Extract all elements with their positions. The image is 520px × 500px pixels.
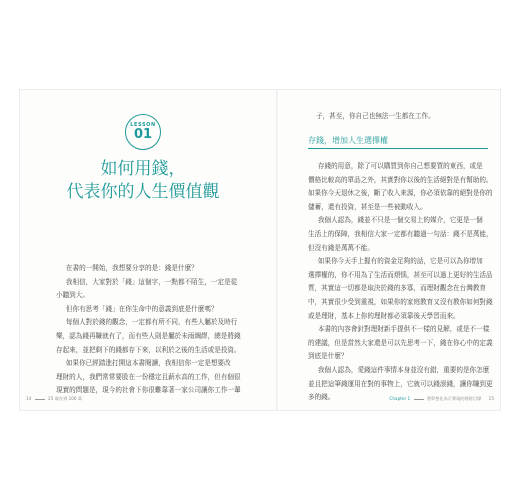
- text-line: 如果你今天手上握有的資金足夠的話，它是可以為你增加: [317, 257, 483, 266]
- text-line: 選擇權的，你不用為了生活而煩惱，甚至可以過上更好的生活品: [308, 270, 493, 279]
- left-body-text: [56, 262, 266, 398]
- text-line: 本書的內容會針對理財新手提供不一樣的見解，或是不一樣: [317, 325, 490, 334]
- right-body-text: [308, 160, 498, 405]
- text-line: 如果你已經踏進打開這本書閱讀，我相信你一定是想要改: [65, 359, 231, 368]
- lesson-number: 01: [133, 127, 153, 142]
- text-line: 價格比較高的單品之外，其實對你以後的生活絕對是有幫助的。: [308, 175, 493, 184]
- right-running-head-chapter: Chapter 1: [389, 396, 411, 401]
- right-page-number: 15: [488, 396, 494, 401]
- text-line: 但你有思考「錢」在你生命中的意義到底是什麼嗎？: [65, 304, 218, 313]
- chapter-title-line: 代表你的人生價值觀: [66, 182, 220, 202]
- text-line: 中，其實很少受到重視，如果你的家庭教育又沒有教你如何對錢: [308, 297, 493, 306]
- right-page: [278, 90, 500, 410]
- text-line: 生活上的保障，我相信大家一定都有聽過一句話：錢不是萬能，: [308, 229, 493, 238]
- text-line: 在書的一開始，我想要分享的是：錢是什麼？: [65, 264, 198, 272]
- footer-rule: [414, 399, 424, 400]
- text-line: 的建議，但是當然大家還是可以先思考一下，錢在你心中的定義: [308, 338, 493, 347]
- section-heading: 存錢，增加人生選擇權: [308, 136, 388, 145]
- lesson-badge: [125, 114, 161, 150]
- text-line: 每個人對於錢的觀念，一定都有所不同，有些人屬於及時行: [65, 318, 238, 327]
- book-spread: [20, 90, 500, 410]
- text-line: 存起來，並把剩下的錢都存下來，以利於之後的生活或是投資。: [56, 345, 241, 354]
- right-top-text: [316, 110, 435, 124]
- text-line: 多的錢。: [308, 393, 335, 402]
- text-line: 理財的人，我們常常要股在一份穩定且薪水高的工作，但有個很: [56, 372, 241, 381]
- text-line: 存錢的用意，除了可以購買到你自己想要買的東西，或是: [317, 162, 483, 170]
- text-line: 質，其實這一切都是取決於錢的多寡，而理財觀念在台灣教育: [308, 284, 487, 293]
- text-line: 儲蓄，還有投資，甚至是一些被動收入。: [308, 202, 427, 211]
- text-line: 現實的問題是，現今的社會下你很難靠著一家公司讓你工作一輩: [56, 386, 241, 395]
- text-line: 小聽到大。: [56, 291, 89, 300]
- right-running-head-title: 將夢想化為可實現的理財目標: [426, 396, 482, 401]
- text-line: 並且把這筆錢運用在對的事物上，它就可以錢滾錢，讓你賺到更: [308, 379, 493, 388]
- text-line: 或是理財，基本上你的理財都必須靠後天學習而來。: [308, 311, 460, 320]
- chapter-title-line: 如何用錢，: [100, 159, 186, 179]
- text-line: 我個人認為，愛錢這件事情本身並沒有錯，重要的是你怎麼: [317, 365, 490, 374]
- left-footer: [26, 396, 82, 402]
- text-line: 如果你今天退休之後，斷了收入來源，你必須依靠的絕對是你的: [308, 189, 493, 198]
- text-line: 子，甚至，你自己也無法一生都在工作。: [316, 112, 435, 120]
- right-footer: [389, 396, 494, 402]
- text-line: 我相信，大家對於「錢」這個字，一點都不陌生，一定是從: [65, 277, 238, 286]
- left-page-number: 14: [26, 396, 32, 401]
- text-line: 我個人認為，錢並不只是一個交易上的媒介，它更是一個: [317, 216, 483, 225]
- lesson-label: LESSON: [130, 122, 156, 128]
- left-page: [20, 90, 276, 410]
- chapter-title: [20, 158, 266, 204]
- section-rule: [308, 148, 488, 149]
- text-line: 樂，認為錢再賺就有了，而有些人則是屬於未雨綢繆，總是將錢: [56, 331, 241, 340]
- left-running-head: 25 歲存到 100 萬: [48, 396, 83, 401]
- text-line: 但沒有錢是萬萬不能。: [308, 243, 374, 252]
- footer-rule: [35, 399, 45, 400]
- text-line: 到底是什麼？: [308, 352, 348, 361]
